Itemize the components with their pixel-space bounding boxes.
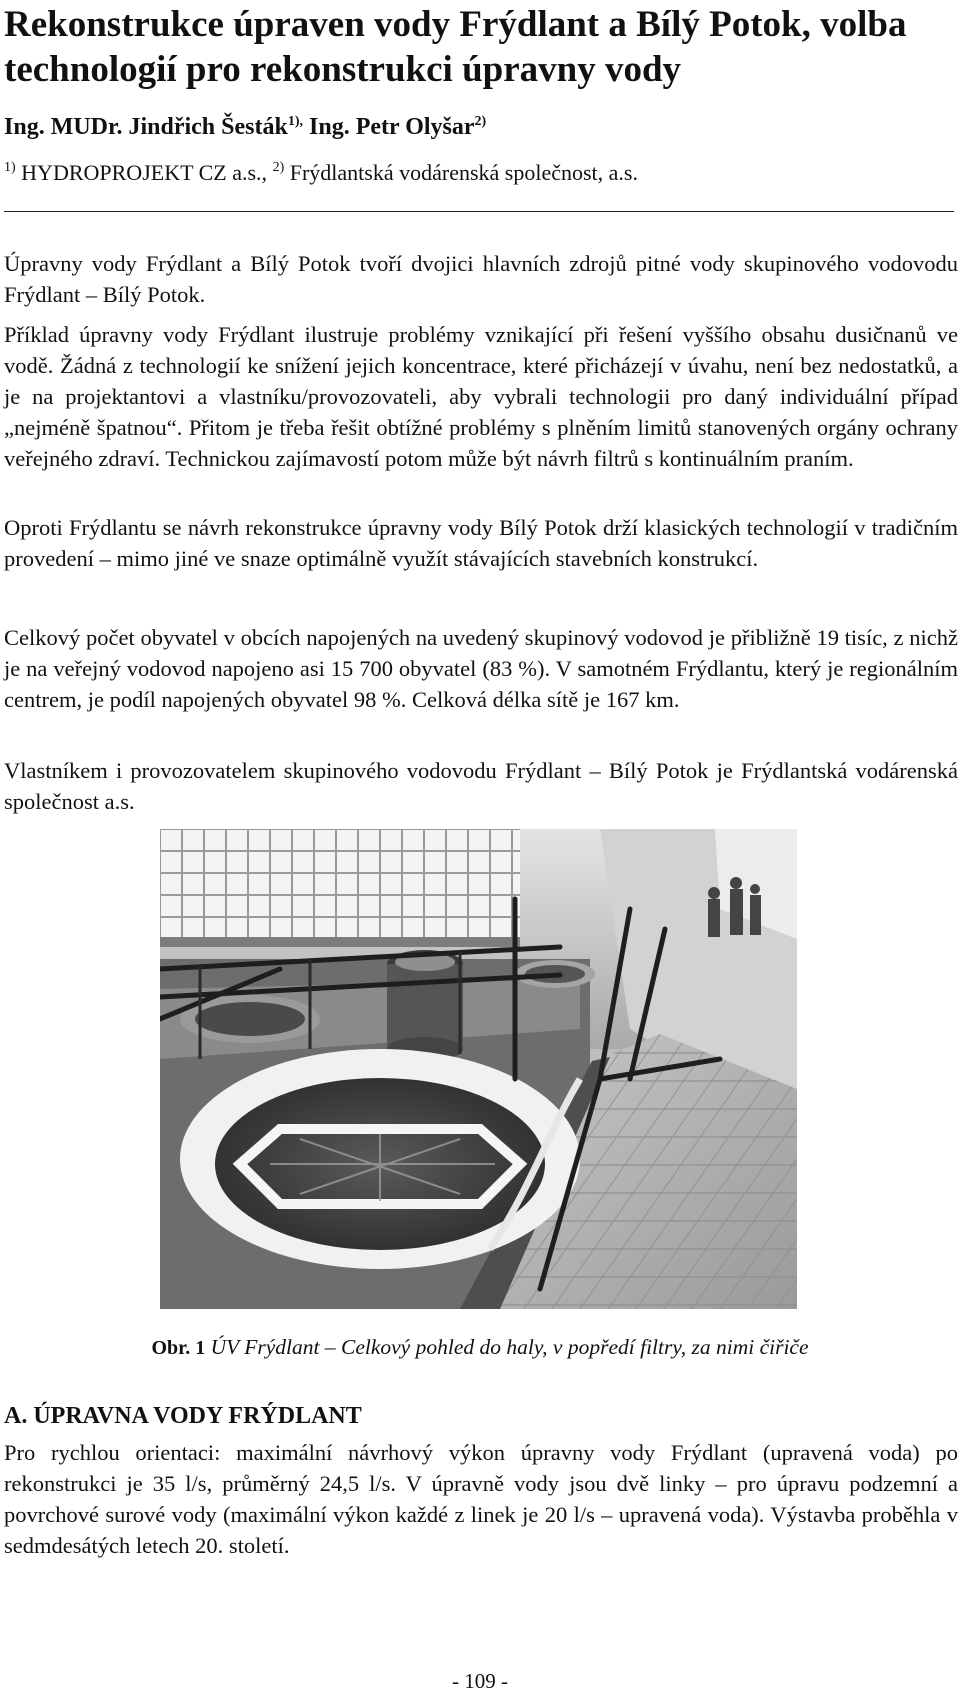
section-paragraph: Pro rychlou orientaci: maximální návrhový výkon úpravny vody Frýdlant (upravená voda) po rekonstrukci je 35 l/s, průměrný 24,5 l/s. V úpravně vody jsou dvě linky – pro úpravu podzemní a povrchové surové vody (maximální výkon každé z linek je 20 l/s – upravená voda). Výstavba proběhla v sedmdesátých letech 20. století. bbox=[4, 1440, 958, 1558]
abstract-paragraph-2: Příklad úpravny vody Frýdlant ilustruje problémy vznikající při řešení vyššího obsahu dusičnanů ve vodě. Žádná z technologií ke snížení jejich koncentrace, které přicházejí v úvahu, není bez nedostatků, a je na projektantovi a vlastníku/provozovateli, aby vybrali technologii pro daný individuální případ „nejméně špatnou“. Přitom je třeba řešit obtížné problémy s plněním limitů stanovených orgány ochrany veřejného zdraví. Technickou zajímavostí potom může být návrh filtrů s kontinuálním praním. bbox=[4, 322, 958, 471]
figure-label: Obr. 1 bbox=[151, 1337, 206, 1359]
figure-caption-text: ÚV Frýdlant – Celkový pohled do haly, v popředí filtry, za nimi čiřiče bbox=[205, 1335, 809, 1359]
abstract-paragraph-1: Úpravny vody Frýdlant a Bílý Potok tvoří dvojici hlavních zdrojů pitné vody skupinového vodovodu Frýdlant – Bílý Potok. bbox=[4, 251, 958, 307]
figure-caption bbox=[0, 1332, 960, 1363]
page-number: - 109 - bbox=[452, 1669, 508, 1693]
author-line bbox=[4, 112, 486, 142]
section-heading: A. ÚPRAVNA VODY FRÝDLANT bbox=[4, 1403, 362, 1429]
affiliation-mark-1: 1) bbox=[4, 160, 16, 175]
paper-title: Rekonstrukce úpraven vody Frýdlant a Bílý Potok, volba technologií pro rekonstrukci úpravny vody bbox=[4, 4, 907, 90]
affiliation-2: Frýdlantská vodárenská společnost, a.s. bbox=[284, 160, 638, 185]
affiliation-mark-2: 2) bbox=[272, 160, 285, 175]
author-1: Ing. MUDr. Jindřich Šesták bbox=[4, 114, 288, 140]
author-2-affiliation-mark: 2) bbox=[474, 114, 487, 129]
author-1-affiliation-mark: 1), bbox=[287, 114, 303, 129]
affiliation-1: HYDROPROJEKT CZ a.s., bbox=[15, 160, 273, 185]
affiliation-line bbox=[4, 158, 638, 188]
header-divider bbox=[4, 211, 954, 212]
author-2: Ing. Petr Olyšar bbox=[303, 114, 475, 140]
abstract-paragraph-4: Celkový počet obyvatel v obcích napojených na uvedený skupinový vodovod je přibližně 19 tisíc, z nichž je na veřejný vodovod napojeno asi 15 700 obyvatel (83 %). V samotném Frýdlantu, který je regionálním centrem, je podíl napojených obyvatel 98 %. Celková délka sítě je 167 km. bbox=[4, 625, 958, 712]
abstract-paragraph-3: Oproti Frýdlantu se návrh rekonstrukce úpravny vody Bílý Potok drží klasických technologií v tradičním provedení – mimo jiné ve snaze optimálně využít stávajících stavebních konstrukcí. bbox=[4, 515, 958, 571]
abstract-paragraph-5: Vlastníkem i provozovatelem skupinového vodovodu Frýdlant – Bílý Potok je Frýdlantská vodárenská společnost a.s. bbox=[4, 758, 958, 814]
figure-photo-treatment-hall bbox=[160, 829, 797, 1309]
